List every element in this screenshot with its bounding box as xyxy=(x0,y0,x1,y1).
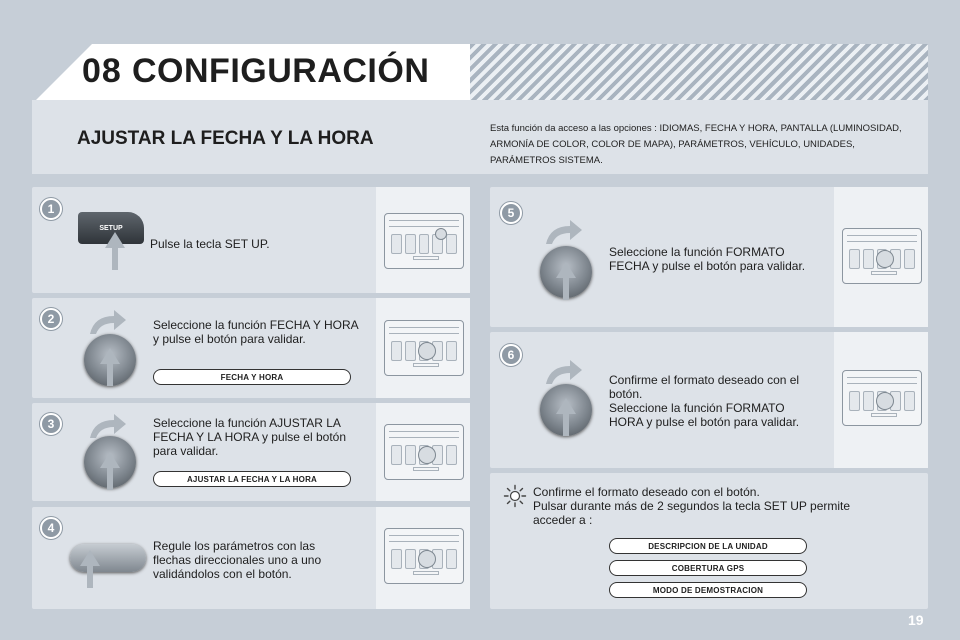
rotate-arrow-icon xyxy=(544,218,584,246)
header-stripes xyxy=(470,44,928,100)
setup-button-highlight xyxy=(435,228,447,240)
press-arrow-icon xyxy=(98,348,122,386)
step-2-text: Seleccione la función FECHA Y HORA y pulse el botón para validar. xyxy=(153,318,358,346)
step-3-radio-illustration xyxy=(384,424,464,480)
step-6-badge: 6 xyxy=(500,344,522,366)
menu-item-ajustar-fecha-hora: AJUSTAR LA FECHA Y LA HORA xyxy=(153,471,351,487)
press-arrow-icon xyxy=(554,262,578,300)
step-6-radio-illustration xyxy=(842,370,922,426)
step-3-text: Seleccione la función AJUSTAR LA FECHA Y LA HORA y pulse el botón para validar. xyxy=(153,416,346,458)
sun-tip-icon xyxy=(503,484,527,508)
step-1-radio-illustration xyxy=(384,213,464,269)
tip-text-2: Pulsar durante más de 2 segundos la tecla SET UP permite acceder a : xyxy=(533,499,851,527)
step-5-text: Seleccione la función FORMATO FECHA y pulse el botón para validar. xyxy=(609,245,806,273)
rotate-arrow-icon xyxy=(88,308,128,336)
press-arrow-icon xyxy=(103,232,127,270)
press-arrow-icon xyxy=(78,550,102,588)
step-1-badge: 1 xyxy=(40,198,62,220)
step-6-text-2: Seleccione la función FORMATO HORA y pulse el botón para validar. xyxy=(609,401,800,429)
step-4-badge: 4 xyxy=(40,517,62,539)
step-2-radio-illustration xyxy=(384,320,464,376)
menu-item-fecha-y-hora: FECHA Y HORA xyxy=(153,369,351,385)
step-4-text: Regule los parámetros con las flechas direccionales uno a uno validándolos con el botón. xyxy=(153,539,322,581)
step-5-radio-illustration xyxy=(842,228,922,284)
page-number: 19 xyxy=(908,612,924,628)
intro-text: Esta función da acceso a las opciones : IDIOMAS, FECHA Y HORA, PANTALLA (LUMINOSIDAD, ARMONÍA DE COLOR, COLOR DE MAPA), PARÁMETROS, VEHÍCULO, UNIDADES, PARÁMETROS SISTEMA. xyxy=(490,123,902,166)
step-6-text-1: Confirme el formato deseado con el botón. xyxy=(609,373,800,401)
rotate-arrow-icon xyxy=(544,358,584,386)
step-4-radio-illustration xyxy=(384,528,464,584)
press-arrow-icon xyxy=(554,398,578,436)
tip-text-1: Confirme el formato deseado con el botón. xyxy=(533,485,760,499)
step-5-badge: 5 xyxy=(500,202,522,224)
section-title: AJUSTAR LA FECHA Y LA HORA xyxy=(77,128,374,149)
menu-item-modo-demostracion: MODO DE DEMOSTRACION xyxy=(609,582,807,598)
menu-item-cobertura-gps: COBERTURA GPS xyxy=(609,560,807,576)
chapter-number: 08 xyxy=(82,52,122,90)
setup-key-icon: SETUP xyxy=(78,212,144,244)
step-2-badge: 2 xyxy=(40,308,62,330)
press-arrow-icon xyxy=(98,452,122,490)
step-3-badge: 3 xyxy=(40,413,62,435)
menu-item-descripcion-unidad: DESCRIPCION DE LA UNIDAD xyxy=(609,538,807,554)
step-1-text: Pulse la tecla SET UP. xyxy=(150,237,270,251)
chapter-title: CONFIGURACIÓN xyxy=(132,52,430,90)
